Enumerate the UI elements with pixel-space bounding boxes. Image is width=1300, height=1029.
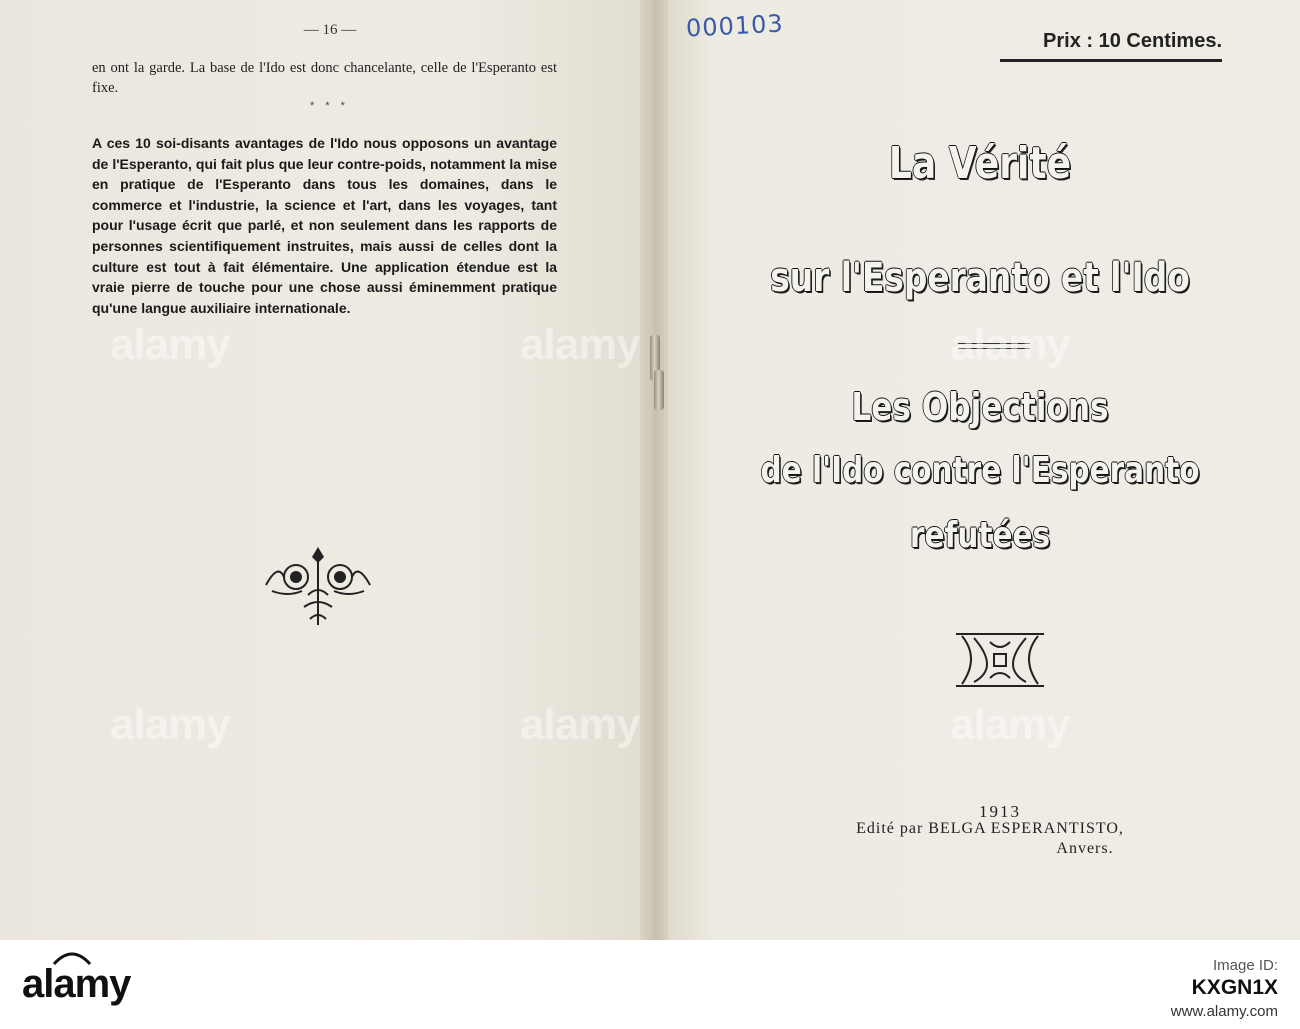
publisher-line: Edité par BELGA ESPERANTISTO, (856, 820, 1124, 837)
title-line-3: Les Objections (851, 385, 1109, 429)
left-bold-paragraph: A ces 10 soi-disants avantages de l'Ido nous opposons un avantage de l'Esperanto, qui fait plus que leur contre-poids, notamment la mise en pratique de l'Esperanto dans tous les domaines, dans le commerce et l'industrie, la science et l'art, dans les voyages, tant pour l'usage écrit que parlé, et non seulement dans les rapports de personnes scientifiquement instruites, mais aussi de celles dont la culture est tout à fait élémentaire. Une application étendue est la vraie pierre de touche pour une chose aussi éminemment pratique qu'une langue auxiliaire internationale. (92, 135, 557, 316)
title-line-5: refutées (909, 515, 1051, 556)
watermark: alamy (110, 700, 230, 749)
title-line-1: La Vérité (888, 138, 1072, 189)
handwritten-catalog-number: 000103 (685, 9, 785, 43)
watermark: alamy (950, 320, 1070, 369)
brand-logo[interactable]: alamy (22, 962, 131, 1006)
title-line-2: sur l'Esperanto et l'Ido (770, 255, 1190, 301)
watermark: alamy (520, 320, 640, 369)
image-id-block (1192, 957, 1278, 1000)
image-id-label: Image ID: (1212, 957, 1278, 974)
image-id-code: KXGN1X (1191, 976, 1278, 999)
staple-bottom (654, 370, 664, 410)
title-line-4: de l'Ido contre l'Esperanto (760, 450, 1200, 491)
publication-year: 1913 (979, 802, 1021, 821)
page-number: — 16 — (303, 22, 357, 38)
book-gutter (640, 0, 668, 940)
watermark: alamy (110, 320, 230, 369)
left-top-paragraph: en ont la garde. La base de l'Ido est donc chancelante, celle de l'Esperanto est fixe. (92, 60, 557, 96)
watermark: alamy (950, 700, 1070, 749)
watermark: alamy (520, 700, 640, 749)
price-label: Prix : 10 Centimes. (1000, 30, 1222, 62)
art-nouveau-ornament-icon (950, 628, 1050, 692)
site-url[interactable]: www.alamy.com (1170, 1003, 1278, 1020)
footer-bar (0, 940, 1300, 1029)
floral-ornament-icon (258, 545, 378, 635)
publisher-city: Anvers. (1056, 840, 1114, 857)
asterism: * * * (310, 100, 349, 112)
